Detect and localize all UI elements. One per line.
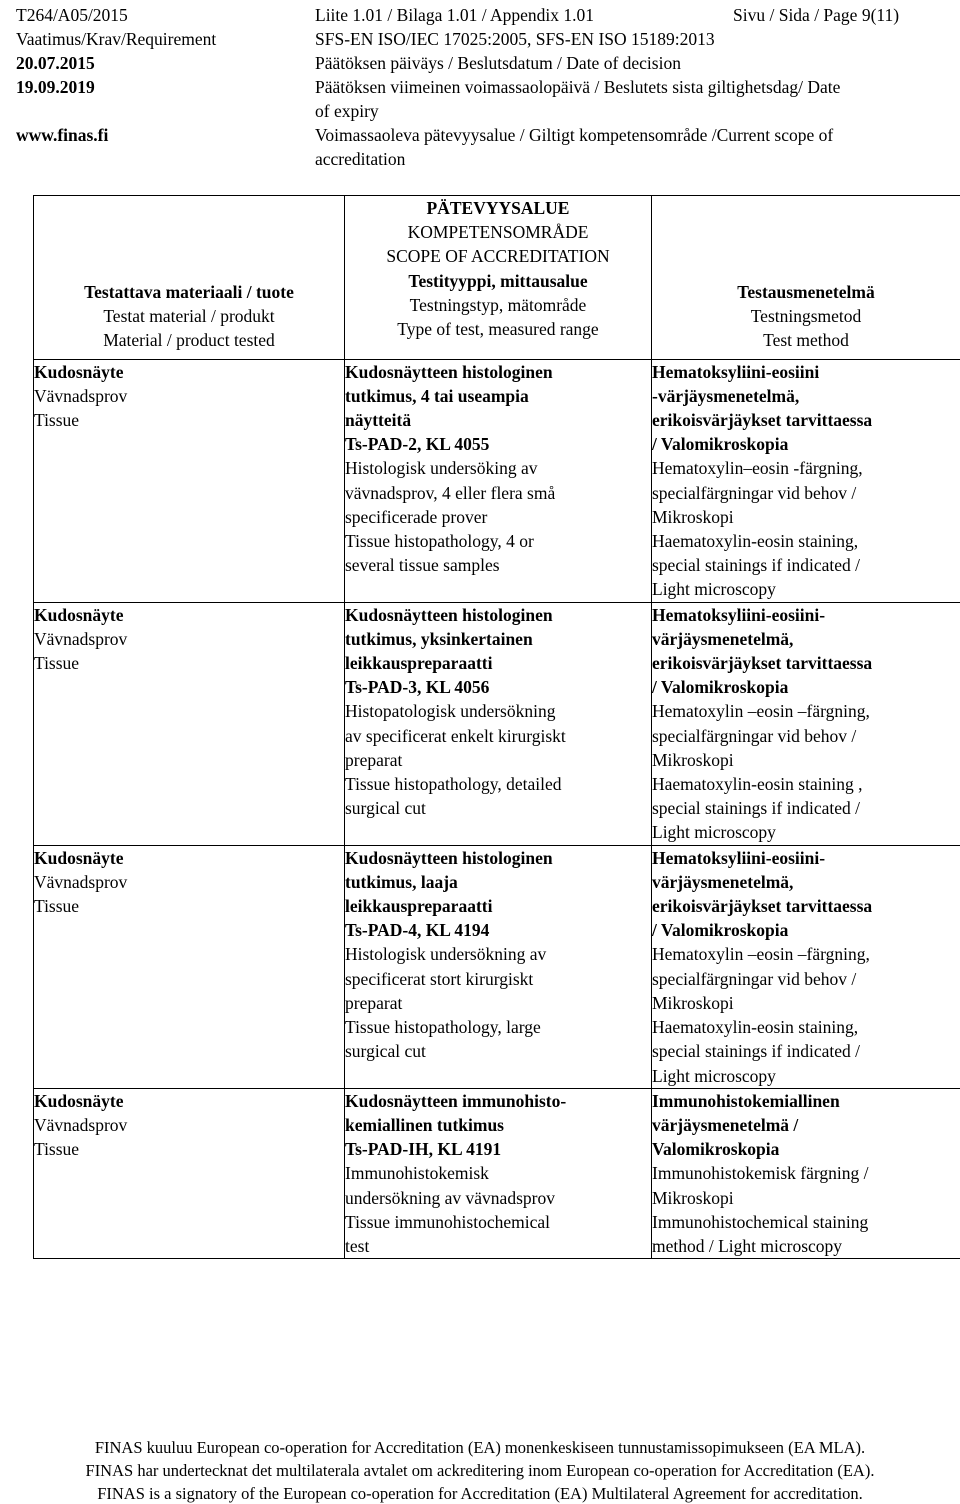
method-cell: Immunohistokemiallinen värjäysmenetelmä / Valomikroskopia Immunohistokemisk färgning / Mikroskopi Immunohistochemical staining method / Light microscopy bbox=[652, 1088, 960, 1258]
material-cell: Kudosnäyte Vävnadsprov Tissue bbox=[34, 1088, 345, 1258]
table-row bbox=[34, 1088, 960, 1258]
column-header-material: Testattava materiaali / tuote Testat material / produkt Material / product tested bbox=[34, 196, 345, 360]
decision-date: 20.07.2015 bbox=[16, 53, 95, 73]
test-type-cell: Kudosnäytteen immunohisto- kemiallinen tutkimus Ts-PAD-IH, KL 4191 Immunohistokemisk undersökning av vävnadsprov Tissue immunohistochemical test bbox=[345, 1088, 652, 1258]
expiry-date: 19.09.2019 bbox=[16, 77, 95, 97]
scope-label: Voimassaoleva pätevyysalue / Giltigt kompetensområde /Current scope of bbox=[315, 125, 834, 145]
scope-title: PÄTEVYYSALUE bbox=[426, 198, 570, 218]
test-type-cell: Kudosnäytteen histologinen tutkimus, 4 tai useampia näytteitä Ts-PAD-2, KL 4055 Histologisk undersöking av vävnadsprov, 4 eller flera små specificerade prover Tissue histopathology, 4 or several tissue samples bbox=[345, 359, 652, 602]
appendix-label: Liite 1.01 / Bilaga 1.01 / Appendix 1.01 bbox=[315, 5, 595, 25]
expiry-date-label-cont: of expiry bbox=[315, 101, 379, 121]
column-header-method: Testausmenetelmä Testningsmetod Test method bbox=[652, 196, 960, 360]
decision-date-label: Päätöksen päiväys / Beslutsdatum / Date of decision bbox=[315, 53, 681, 73]
method-cell: Hematoksyliini-eosiini- värjäysmenetelmä, erikoisvärjäykset tarvittaessa / Valomikroskopia Hematoxylin –eosin –färgning, specialfärgningar vid behov / Mikroskopi Haematoxylin-eosin staining , special stainings if indicated / Light microscopy bbox=[652, 602, 960, 845]
material-cell: Kudosnäyte Vävnadsprov Tissue bbox=[34, 359, 345, 602]
footer-line-fi: FINAS kuuluu European co-operation for Accreditation (EA) monenkeskiseen tunnustamissopimukseen (EA MLA). bbox=[94, 1438, 866, 1457]
test-type-cell: Kudosnäytteen histologinen tutkimus, laaja leikkauspreparaatti Ts-PAD-4, KL 4194 Histologisk undersökning av specificerat stort kirurgiskt preparat Tissue histopathology, large surgical cut bbox=[345, 845, 652, 1088]
page-number: Sivu / Sida / Page 9(11) bbox=[733, 5, 900, 25]
material-cell: Kudosnäyte Vävnadsprov Tissue bbox=[34, 845, 345, 1088]
table-row bbox=[34, 602, 960, 845]
material-cell: Kudosnäyte Vävnadsprov Tissue bbox=[34, 602, 345, 845]
method-cell: Hematoksyliini-eosiini- värjäysmenetelmä, erikoisvärjäykset tarvittaessa / Valomikroskopia Hematoxylin –eosin –färgning, specialfärgningar vid behov / Mikroskopi Haematoxylin-eosin staining, special stainings if indicated / Light microscopy bbox=[652, 845, 960, 1088]
expiry-date-label: Päätöksen viimeinen voimassaolopäivä / Beslutets sista giltighetsdag/ Date bbox=[315, 77, 841, 97]
column-header-test-type: PÄTEVYYSALUE KOMPETENSOMRÅDE SCOPE OF ACCREDITATION Testityyppi, mittausalue Testningstyp, mätområde Type of test, measured range bbox=[345, 196, 652, 360]
finas-link[interactable]: www.finas.fi bbox=[16, 125, 109, 145]
scope-label-cont: accreditation bbox=[315, 149, 406, 169]
test-type-cell: Kudosnäytteen histologinen tutkimus, yksinkertainen leikkauspreparaatti Ts-PAD-3, KL 4056 Histopatologisk undersökning av specificerat enkelt kirurgiskt preparat Tissue histopathology, detailed surgical cut bbox=[345, 602, 652, 845]
requirement-label: Vaatimus/Krav/Requirement bbox=[16, 29, 217, 49]
footer-line-sv: FINAS har undertecknat det multilaterala avtalet om ackreditering inom European co-operation for Accreditation (EA). bbox=[85, 1461, 875, 1480]
table-header-row bbox=[34, 196, 960, 360]
requirement-standards: SFS-EN ISO/IEC 17025:2005, SFS-EN ISO 15189:2013 bbox=[315, 29, 715, 49]
table-row bbox=[34, 845, 960, 1088]
document-code: T264/A05/2015 bbox=[16, 5, 128, 25]
footer-line-en: FINAS is a signatory of the European co-operation for Accreditation (EA) Multilateral Agreement for accreditation. bbox=[97, 1484, 863, 1503]
method-cell: Hematoksyliini-eosiini -värjäysmenetelmä, erikoisvärjäykset tarvittaessa / Valomikroskopia Hematoxylin–eosin -färgning, specialfärgningar vid behov / Mikroskopi Haematoxylin-eosin staining, special stainings if indicated / Light microscopy bbox=[652, 359, 960, 602]
scope-table bbox=[33, 195, 960, 1259]
footer bbox=[0, 1436, 960, 1504]
table-row bbox=[34, 359, 960, 602]
